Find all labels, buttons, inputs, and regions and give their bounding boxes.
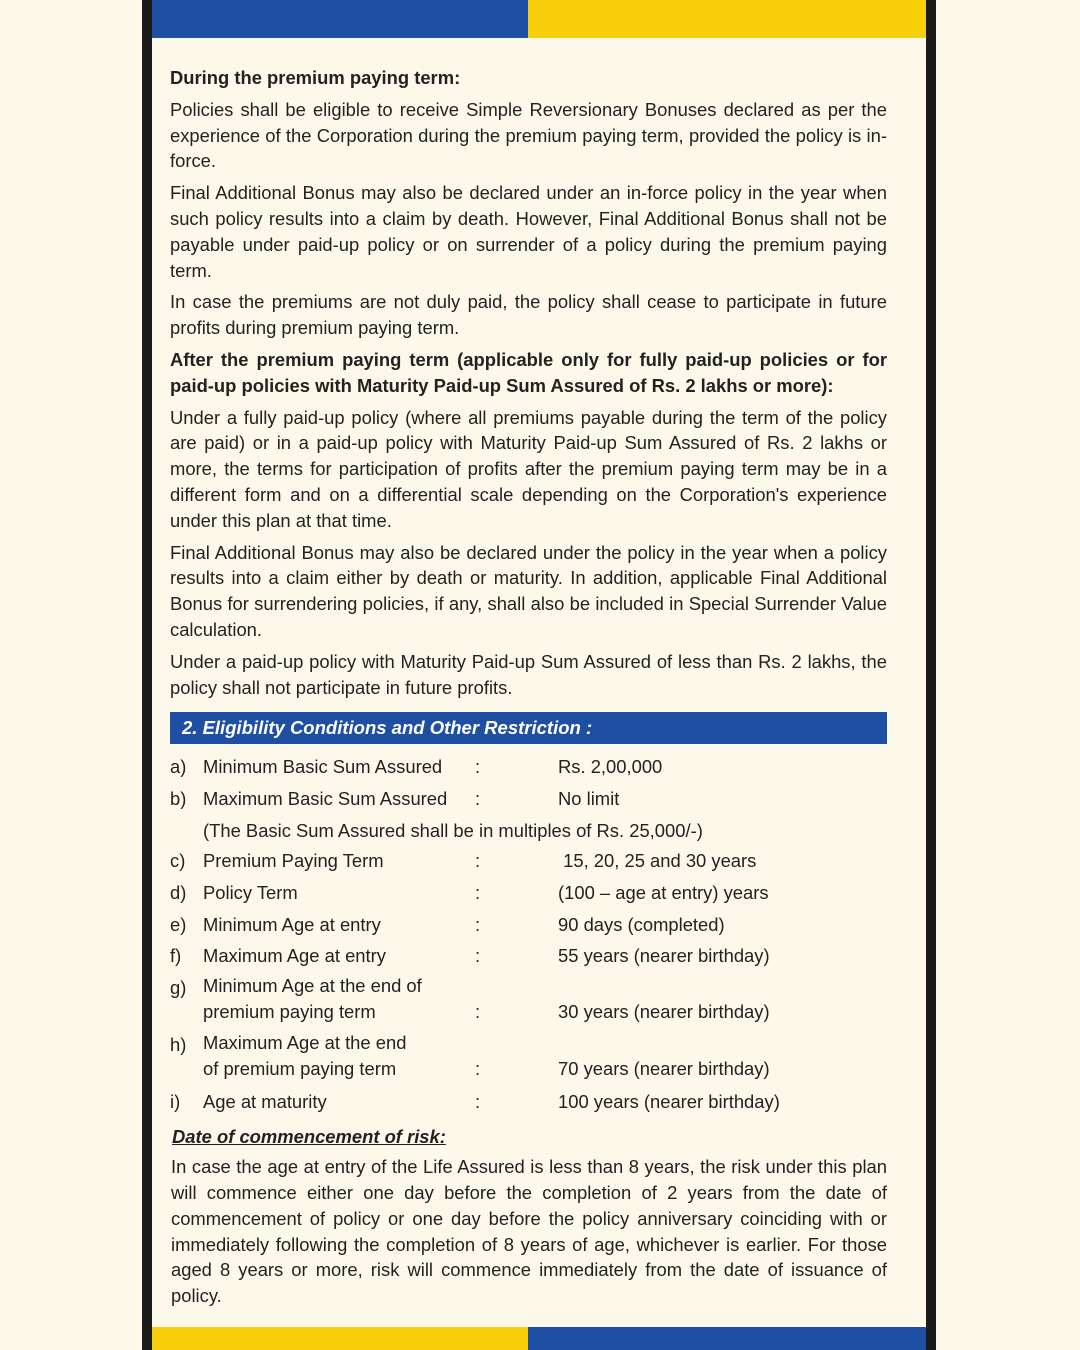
row-colon: : [475,1001,481,1023]
row-letter: a) [170,756,187,778]
row-label: Premium Paying Term [203,850,384,872]
row-colon: : [475,787,481,809]
eligibility-row [170,846,887,878]
top-blue-stripe [152,0,528,38]
row-label: Age at maturity [203,1090,327,1112]
row-colon: : [475,882,481,903]
risk-commencement-heading: Date of commencement of risk: [172,1126,446,1148]
row-colon: : [475,1058,481,1080]
row-label: Maximum Age at entry [203,945,386,967]
eligibility-row [170,909,887,941]
row-label-line-1: Maximum Age at the end [203,1032,407,1054]
during-paragraph-2: Final Additional Bonus may also be declared under an in-force policy in the year when such policy results into a claim by death. However, Final Additional Bonus shall not be payable under paid-up policy or on surrender of a policy during the premium paying term. [170,182,887,281]
row-value: No limit [558,787,620,809]
row-value: 100 years (nearer birthday) [558,1090,780,1112]
row-letter: i) [170,1090,181,1112]
eligibility-row [170,940,887,972]
top-yellow-stripe [528,0,926,38]
row-letter: c) [170,850,186,872]
eligibility-row [170,1086,887,1118]
row-letter: e) [170,913,187,935]
row-letter: g) [170,976,187,998]
row-label: Policy Term [203,882,298,903]
during-heading: During the premium paying term: [170,67,461,88]
after-heading: After the premium paying term (applicable only for fully paid-up policies or for paid-up policies with Maturity Paid-up Sum Assured of Rs. 2 lakhs or more): [170,348,887,396]
eligibility-row [170,972,887,1029]
bottom-yellow-stripe [152,1327,528,1350]
eligibility-row [170,783,887,815]
eligibility-table [170,751,887,1117]
row-colon: : [475,913,481,935]
row-label-line-2: premium paying term [203,1001,376,1023]
row-letter: b) [170,787,187,809]
row-label [203,973,475,1025]
frame-left-border [142,0,152,1350]
during-paragraph-1: Policies shall be eligible to receive Simple Reversionary Bonuses declared as per the experience of the Corporation during the premium paying term, provided the policy is in-force. [170,98,887,172]
row-colon: : [475,945,481,967]
row-value: Rs. 2,00,000 [558,756,663,778]
row-letter: d) [170,882,187,903]
sum-assured-note: (The Basic Sum Assured shall be in multiples of Rs. 25,000/-) [203,819,703,841]
row-label-line-1: Minimum Age at the end of [203,975,422,997]
after-paragraph-1: Under a fully paid-up policy (where all premiums payable during the term of the policy are paid) or in a paid-up policy with Maturity Paid-up Sum Assured of Rs. 2 lakhs or more, the terms for participation of profits after the premium paying term may be in a different form and on a differential scale depending on the Corporation's experience under this plan at that time. [170,406,887,531]
during-paragraph-3: In case the premiums are not duly paid, the policy shall cease to participate in future profits during premium paying term. [170,291,887,339]
row-label: Minimum Basic Sum Assured [203,756,443,778]
row-value: 30 years (nearer birthday) [558,1001,770,1023]
row-colon: : [475,756,481,778]
row-colon: : [475,1090,481,1112]
row-label: Minimum Age at entry [203,913,381,935]
eligibility-row [170,1029,887,1086]
bottom-blue-stripe [528,1327,926,1350]
eligibility-section-heading: 2. Eligibility Conditions and Other Restriction : [170,712,887,744]
row-value: 90 days (completed) [558,913,725,935]
row-value: 15, 20, 25 and 30 years [558,850,757,872]
row-value: 55 years (nearer birthday) [558,945,770,967]
frame-right-border [926,0,936,1350]
document-body [170,65,887,1309]
eligibility-row [170,751,887,783]
row-label: Maximum Basic Sum Assured [203,787,448,809]
row-label-line-2: of premium paying term [203,1058,397,1080]
after-paragraph-2: Final Additional Bonus may also be declared under the policy in the year when a policy results into a claim either by death or maturity. In addition, applicable Final Additional Bonus for surrendering policies, if any, shall also be included in Special Surrender Value calculation. [170,541,887,640]
row-value: (100 – age at entry) years [558,882,769,903]
row-value: 70 years (nearer birthday) [558,1058,770,1080]
row-label [203,1030,475,1082]
row-letter: h) [170,1033,187,1055]
risk-commencement-text: In case the age at entry of the Life Assured is less than 8 years, the risk under this plan will commence either one day before the completion of 2 years from the date of commencement of policy or one day before the policy anniversary coinciding with or immediately following the completion of 8 years of age, whichever is earlier. For those aged 8 years or more, risk will commence immediately from the date of issuance of policy. [171,1156,887,1307]
row-letter: f) [170,945,182,967]
row-colon: : [475,850,481,872]
eligibility-row [170,877,887,909]
after-paragraph-3: Under a paid-up policy with Maturity Paid-up Sum Assured of less than Rs. 2 lakhs, the policy shall not participate in future profits. [170,650,887,698]
